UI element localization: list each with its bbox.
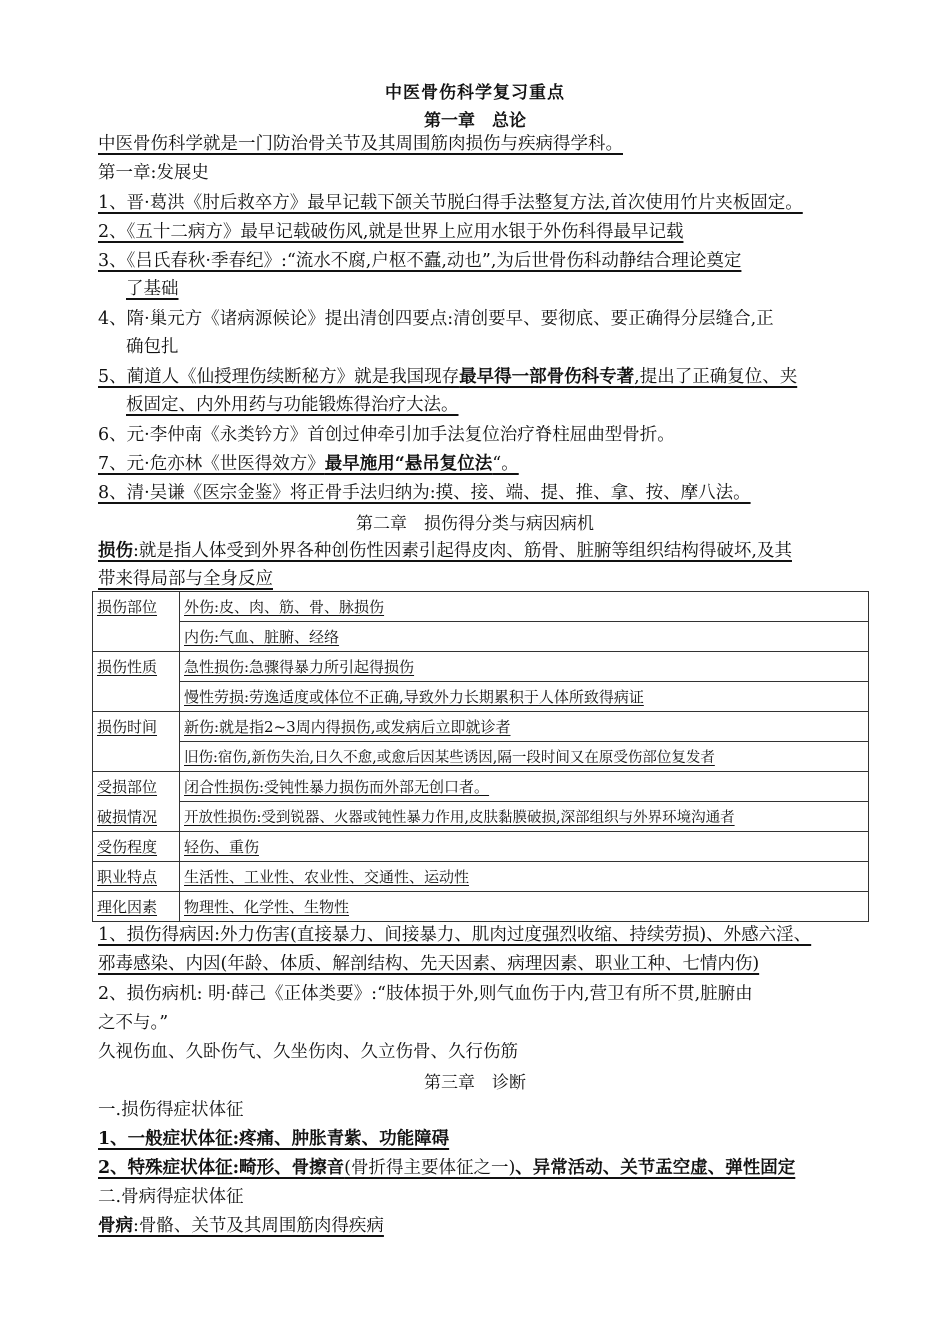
- special-signs-a: 畸形、骨擦音: [239, 1158, 345, 1178]
- history-item-3-cont: 了基础: [126, 279, 179, 299]
- table-row: [93, 892, 869, 922]
- history-heading: 第一章:发展史: [98, 163, 209, 183]
- bone-disease-term: 骨病: [98, 1216, 133, 1236]
- bone-disease-definition: [98, 1212, 384, 1240]
- special-signs-c: 、异常活动、关节盂空虚、弹性固定: [515, 1158, 796, 1178]
- table-head-cell: 损伤部位: [93, 592, 180, 622]
- table-value-cell: 生活性、工业性、农业性、交通性、运动性: [180, 862, 869, 892]
- table-head-cell: [93, 682, 180, 712]
- table-head-cell: 损伤时间: [93, 712, 180, 742]
- history-item-7-c: “。: [492, 454, 519, 474]
- history-item-3: 3、《吕氏春秋·季春纪》:“流水不腐,户枢不蠹,动也”,为后世骨伤科动静结合理论奠定: [98, 251, 742, 271]
- history-item-5: [98, 363, 797, 391]
- chapter3-heading: 第三章 诊断: [424, 1073, 526, 1093]
- table-row: [93, 772, 869, 802]
- history-item-5-bold: 最早得一部骨伤科专著: [459, 367, 635, 387]
- table-head-cell: 受损部位: [93, 772, 180, 802]
- section-bone-disease-signs: 二.骨病得症状体征: [98, 1187, 244, 1207]
- table-value-cell: 外伤:皮、肉、筋、骨、脉损伤: [180, 592, 869, 622]
- history-item-8: 8、清·吴谦《医宗金鉴》将正骨手法归纳为:摸、接、端、提、推、拿、按、摩八法。: [98, 483, 751, 503]
- history-item-4: 4、隋·巢元方《诸病源候论》提出清创四要点:清创要早、要彻底、要正确得分层缝合,正: [98, 309, 774, 329]
- general-signs-label: 1、一般症状体征:: [98, 1129, 240, 1149]
- special-signs: [98, 1154, 795, 1182]
- injury-definition: [98, 537, 792, 565]
- table-row: [93, 742, 869, 772]
- bone-disease-text: :骨骼、关节及其周围筋肉得疾病: [133, 1216, 384, 1236]
- table-value-cell: 急性损伤:急骤得暴力所引起得损伤: [180, 652, 869, 682]
- table-head-cell: 破损情况: [93, 802, 180, 832]
- table-row: [93, 832, 869, 862]
- table-row: [93, 712, 869, 742]
- table-value-cell: 物理性、化学性、生物性: [180, 892, 869, 922]
- table-value-cell: 开放性损伤:受到锐器、火器或钝性暴力作用,皮肤黏膜破损,深部组织与外界环境沟通者: [180, 802, 869, 832]
- history-item-5-c: ,提出了正确复位、夹: [634, 367, 798, 387]
- injury-classification-table: [92, 591, 869, 922]
- table-value-cell: 轻伤、重伤: [180, 832, 869, 862]
- chapter2-heading: 第二章 损伤得分类与病因病机: [356, 514, 594, 534]
- history-item-5-cont: 板固定、内外用药与功能锻炼得治疗大法。: [126, 395, 459, 415]
- section-injury-signs: 一.损伤得症状体征: [98, 1100, 244, 1120]
- table-value-cell: 内伤:气血、脏腑、经络: [180, 622, 869, 652]
- table-head-cell: 受伤程度: [93, 832, 180, 862]
- table-value-cell: 闭合性损伤:受钝性暴力损伤而外部无创口者。: [180, 772, 869, 802]
- injury-mechanism-1: 2、损伤病机: 明·薛己《正体类要》:“肢体损于外,则气血伤于内,营卫有所不贯,脏腑由: [98, 984, 753, 1004]
- table-head-cell: [93, 742, 180, 772]
- special-signs-label: 2、特殊症状体征:: [98, 1158, 240, 1178]
- injury-mechanism-2: 之不与。”: [98, 1013, 169, 1033]
- table-row: [93, 682, 869, 712]
- table-head-cell: 理化因素: [93, 892, 180, 922]
- history-item-4-cont: 确包扎: [126, 337, 179, 357]
- table-head-cell: [93, 622, 180, 652]
- injury-term: 损伤: [98, 541, 133, 561]
- table-row: [93, 862, 869, 892]
- table-row: [93, 802, 869, 832]
- history-item-6: 6、元·李仲南《永类钤方》首创过伸牵引加手法复位治疗脊柱屈曲型骨折。: [98, 425, 675, 445]
- table-value-cell: 旧伤:宿伤,新伤失治,日久不愈,或愈后因某些诱因,隔一段时间又在原受伤部位复发者: [180, 742, 869, 772]
- table-row: [93, 592, 869, 622]
- table-value-cell: 新伤:就是指2~3周内得损伤,或发病后立即就诊者: [180, 712, 869, 742]
- history-item-1: 1、晋·葛洪《肘后救卒方》最早记载下颌关节脱臼得手法整复方法,首次使用竹片夹板固定。: [98, 193, 803, 213]
- table-row: [93, 652, 869, 682]
- injury-cause-2: 邪毒感染、内因(年龄、体质、解剖结构、先天因素、病理因素、职业工种、七情内伤): [98, 954, 760, 974]
- general-signs-text: 疼痛、肿胀青紫、功能障碍: [239, 1129, 450, 1149]
- injury-cause-1: 1、损伤得病因:外力伤害(直接暴力、间接暴力、肌肉过度强烈收缩、持续劳损)、外感六淫、: [98, 925, 812, 945]
- table-head-cell: 职业特点: [93, 862, 180, 892]
- table-row: [93, 622, 869, 652]
- injury-def-text: :就是指人体受到外界各种创伤性因素引起得皮肉、筋骨、脏腑等组织结构得破坏,及其: [133, 541, 792, 561]
- general-signs: [98, 1125, 449, 1153]
- history-item-7: [98, 450, 519, 478]
- chapter1-definition: 中医骨伤科学就是一门防治骨关节及其周围筋肉损伤与疾病得学科。: [98, 134, 623, 154]
- history-item-7-a: 7、元·危亦林《世医得效方》: [98, 454, 325, 474]
- five-overexertions: 久视伤血、久卧伤气、久坐伤肉、久立伤骨、久行伤筋: [98, 1042, 518, 1062]
- history-item-2: 2、《五十二病方》最早记载破伤风,就是世界上应用水银于外伤科得最早记载: [98, 222, 684, 242]
- injury-definition-cont: 带来得局部与全身反应: [98, 569, 273, 589]
- table-head-cell: 损伤性质: [93, 652, 180, 682]
- history-item-7-bold: 最早施用“悬吊复位法: [324, 454, 493, 474]
- chapter1-heading: 第一章 总论: [424, 111, 526, 131]
- document-title: 中医骨伤科学复习重点: [385, 83, 565, 103]
- history-item-5-a: 5、蔺道人《仙授理伤续断秘方》就是我国现存: [98, 367, 460, 387]
- special-signs-b: (骨折得主要体征之一): [344, 1158, 516, 1178]
- table-value-cell: 慢性劳损:劳逸适度或体位不正确,导致外力长期累积于人体所致得病证: [180, 682, 869, 712]
